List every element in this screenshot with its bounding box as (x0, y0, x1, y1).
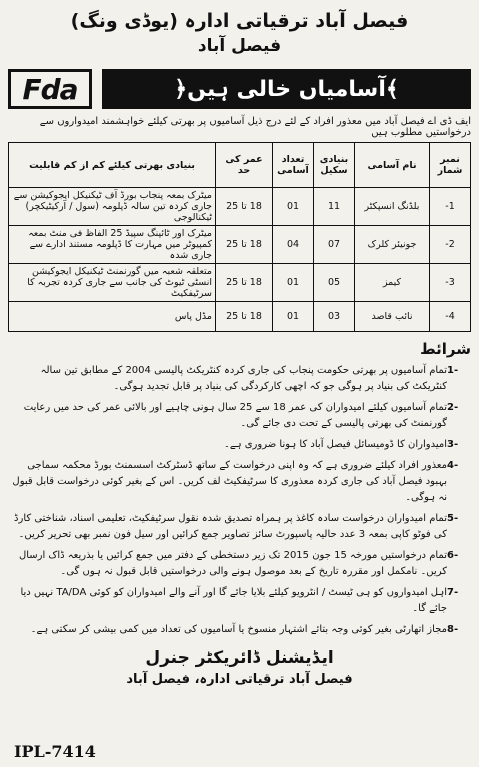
org-heading: فیصل آباد ترقیاتی ادارہ (یوڈی ونگ) (70, 10, 409, 32)
table-row (9, 264, 471, 302)
fda-logo: Fda (8, 69, 92, 109)
col-scale: بنیادی سکیل (314, 143, 355, 188)
cell-scale: 07 (314, 226, 355, 264)
cell-scale: 11 (314, 188, 355, 226)
signatory-title: ایڈیشنل ڈائریکٹر جنرل (145, 648, 334, 668)
condition-item (8, 511, 471, 543)
banner (8, 68, 471, 110)
cell-scale: 03 (314, 302, 355, 332)
cell-serial: 1- (430, 188, 471, 226)
condition-text: تمام امیدواران درخواست سادہ کاغذ پر ہمراہ تصدیق شدہ نقول سرٹیفکیٹ، تعلیمی اسناد، شناختی کارڈ کی فوٹو کاپی بمعہ 3 عدد حالیہ پاسپورٹ سائز تصاویر جمع کرائیں اور سیل فون نمبر بھی تحریر کریں۔ (14, 513, 447, 540)
condition-item (8, 363, 471, 395)
cell-age: 18 تا 25 (216, 264, 273, 302)
condition-number: 4- (447, 460, 459, 471)
cell-qualification: میٹرک بمعہ پنجاب بورڈ آف ٹیکنیکل ایجوکیشن سے جاری کردہ تین سالہ ڈپلومہ (سول / آرکیٹیکچر) ٹیکنالوجی (9, 188, 216, 226)
condition-number: 7- (447, 587, 459, 598)
cell-qualification: مڈل پاس (9, 302, 216, 332)
city-heading: فیصل آباد (197, 36, 282, 56)
cell-scale: 05 (314, 264, 355, 302)
condition-text: امیدواران کا ڈومیسائل فیصل آباد کا ہونا ضروری ہے۔ (223, 439, 447, 450)
cell-age: 18 تا 25 (216, 188, 273, 226)
condition-text: تمام درخواستیں مورخہ 15 جون 2015 تک زیر دستخطی کے دفتر میں جمع کرائیں یا بذریعہ ڈاک ارسال کریں۔ نامکمل اور مقررہ تاریخ کے بعد موصول ہونے والی درخواستیں قابل قبول نہ ہوں گی۔ (18, 550, 447, 577)
cell-post: کیمز (355, 264, 430, 302)
col-post: نام آسامی (355, 143, 430, 188)
signatory-org: فیصل آباد ترقیاتی ادارہ، فیصل آباد (126, 672, 353, 687)
table-header-row (9, 143, 471, 188)
cell-post: بلڈنگ انسپکٹر (355, 188, 430, 226)
cell-qualification: میٹرک اور ٹائپنگ سپیڈ 25 الفاظ فی منٹ بمعہ کمپیوٹر میں مہارت کا ڈپلومہ مستند ادارے سے جاری شدہ (9, 226, 216, 264)
intro-text: ایف ڈی اے فیصل آباد میں معذور افراد کے لئے درج ذیل آسامیوں پر بھرتی کیلئے خواہشمند امیدواروں سے درخواستیں مطلوب ہیں (39, 116, 471, 138)
condition-item (8, 400, 471, 432)
table-row (9, 226, 471, 264)
table-row (9, 302, 471, 332)
col-serial: نمبر شمار (430, 143, 471, 188)
condition-number: 8- (447, 624, 459, 635)
cell-qualification: متعلقہ شعبہ میں گورنمنٹ ٹیکنیکل ایجوکیشن انسٹی ٹیوٹ کی جانب سے جاری کردہ تجربہ کا سرٹیفکیٹ (9, 264, 216, 302)
cell-age: 18 تا 25 (216, 226, 273, 264)
conditions-title: شرائط (420, 340, 471, 358)
condition-item (8, 585, 471, 617)
condition-text: معذور افراد کیلئے ضروری ہے کہ وہ اپنی درخواست کے ساتھ ڈسٹرکٹ اسسمنٹ بورڈ محکمہ سماجی بہبود فیصل آباد کی جاری کردہ معذوری کا سرٹیفکیٹ لف کریں۔ اس کے بغیر کوئی درخواست قابل قبول نہ ہوگی۔ (12, 460, 447, 503)
cell-count: 01 (273, 264, 314, 302)
condition-text: اہل امیدواروں کو ہی ٹیسٹ / انٹرویو کیلئے بلایا جائے گا اور آنے والے امیدواران کو کوئی TA/DA نہیں دیا جائے گا۔ (20, 587, 447, 614)
condition-item (8, 622, 471, 638)
condition-text: تمام آسامیوں کیلئے امیدواران کی عمر 18 سے 25 سال ہونی چاہیے اور بالائی عمر کی حد میں رعایت گورنمنٹ کی بھرتی پالیسی کے تحت دی جائے گی۔ (23, 402, 447, 429)
table-row (9, 188, 471, 226)
cell-serial: 4- (430, 302, 471, 332)
condition-number: 1- (447, 365, 459, 376)
cell-age: 18 تا 25 (216, 302, 273, 332)
cell-serial: 2- (430, 226, 471, 264)
cell-post: نائب قاصد (355, 302, 430, 332)
col-age: عمر کی حد (216, 143, 273, 188)
condition-number: 3- (447, 439, 459, 450)
condition-item (8, 458, 471, 506)
col-count: تعداد آسامی (273, 143, 314, 188)
col-qualification: بنیادی بھرتی کیلئے کم از کم قابلیت (9, 143, 216, 188)
vacancies-title: ﴾آسامیاں خالی ہیں﴿ (102, 69, 471, 109)
condition-text: تمام آسامیوں پر بھرتی حکومت پنجاب کی جاری کردہ کنٹریکٹ پالیسی 2004 کے مطابق تین سالہ کنٹریکٹ کی بنیاد پر ہوگی جو کہ اچھی کارکردگی کی بنیاد پر قابل تجدید ہوگی۔ (40, 365, 447, 392)
cell-post: جونیئر کلرک (355, 226, 430, 264)
ipl-number: IPL-7414 (14, 742, 96, 761)
condition-number: 5- (447, 513, 459, 524)
conditions-list (8, 363, 471, 638)
condition-number: 2- (447, 402, 459, 413)
condition-text: مجاز اتھارٹی بغیر کوئی وجہ بتائے اشتہار منسوخ یا آسامیوں کی تعداد میں کمی بیشی کر سکتی ہے۔ (30, 624, 447, 635)
condition-number: 6- (447, 550, 459, 561)
condition-item (8, 437, 471, 453)
cell-count: 04 (273, 226, 314, 264)
cell-count: 01 (273, 188, 314, 226)
vacancies-table (8, 142, 471, 332)
cell-serial: 3- (430, 264, 471, 302)
condition-item (8, 548, 471, 580)
cell-count: 01 (273, 302, 314, 332)
